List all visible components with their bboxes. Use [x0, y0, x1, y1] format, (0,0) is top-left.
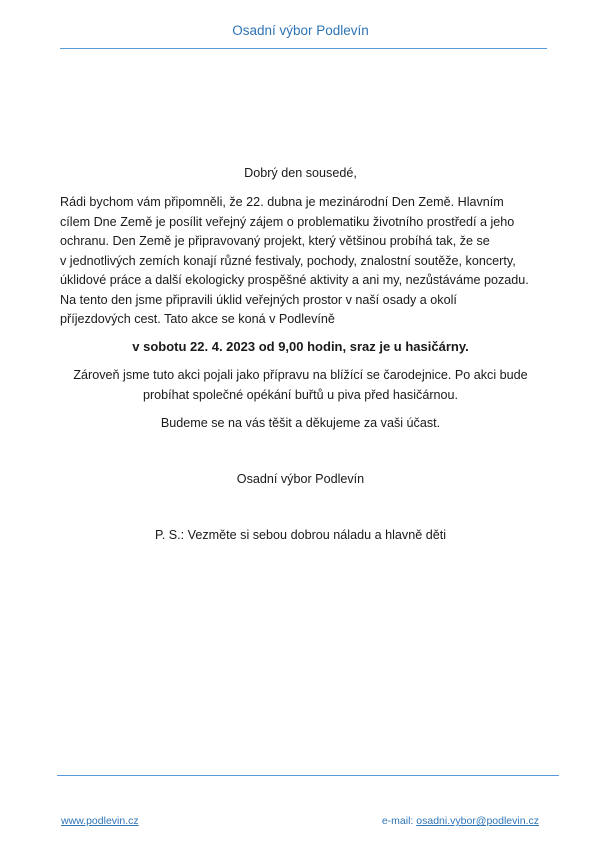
- email-label: e-mail:: [381, 815, 417, 827]
- paragraph1-line: Rádi bychom vám připomněli, že 22. dubna je mezinárodní Den Země. Hlavním: [60, 195, 504, 209]
- closing-line: Budeme se na vás těšit a děkujeme za vaši účast.: [160, 416, 441, 430]
- paragraph2-line: probíhat společné opékání buřtů u piva před hasičárnou.: [142, 387, 459, 402]
- email-link[interactable]: osadni.vybor@podlevin.cz: [416, 815, 539, 827]
- website-link[interactable]: www.podlevin.cz: [61, 815, 139, 827]
- signature: Osadní výbor Podlevín: [236, 472, 365, 486]
- paragraph1-line: cílem Dne Země je posílit veřejný zájem o problematiku životního prostředí a jeho: [60, 214, 515, 229]
- event-announcement: v sobotu 22. 4. 2023 od 9,00 hodin, sraz je u hasičárny.: [132, 339, 469, 354]
- footer-email: [382, 815, 539, 827]
- header-title: Osadní výbor Podlevín: [232, 23, 369, 38]
- postscript: P. S.: Vezměte si sebou dobrou náladu a hlavně děti: [154, 528, 447, 542]
- greeting: Dobrý den sousedé,: [244, 166, 357, 180]
- paragraph1-line: úklidové práce a další ekologicky prospěšné aktivity a ani my, nezůstáváme pozadu.: [60, 273, 529, 287]
- paragraph1-line: ochranu. Den Země je připravovaný projekt, který většinou probíhá tak, že se: [60, 234, 490, 248]
- paragraph1-line: Na tento den jsme připravili úklid veřejných prostor v naší osady a okolí: [60, 292, 457, 307]
- paragraph1-line: v jednotlivých zemích konají různé festivaly, pochody, znalostní soutěže, koncerty,: [60, 253, 516, 268]
- footer-divider: [57, 775, 559, 776]
- paragraph2-line: Zároveň jsme tuto akci pojali jako přípravu na blížící se čarodejnice. Po akci bude: [73, 368, 528, 382]
- header-divider: [60, 48, 547, 49]
- paragraph1-line: příjezdových cest. Tato akce se koná v Podlevíně: [60, 312, 335, 326]
